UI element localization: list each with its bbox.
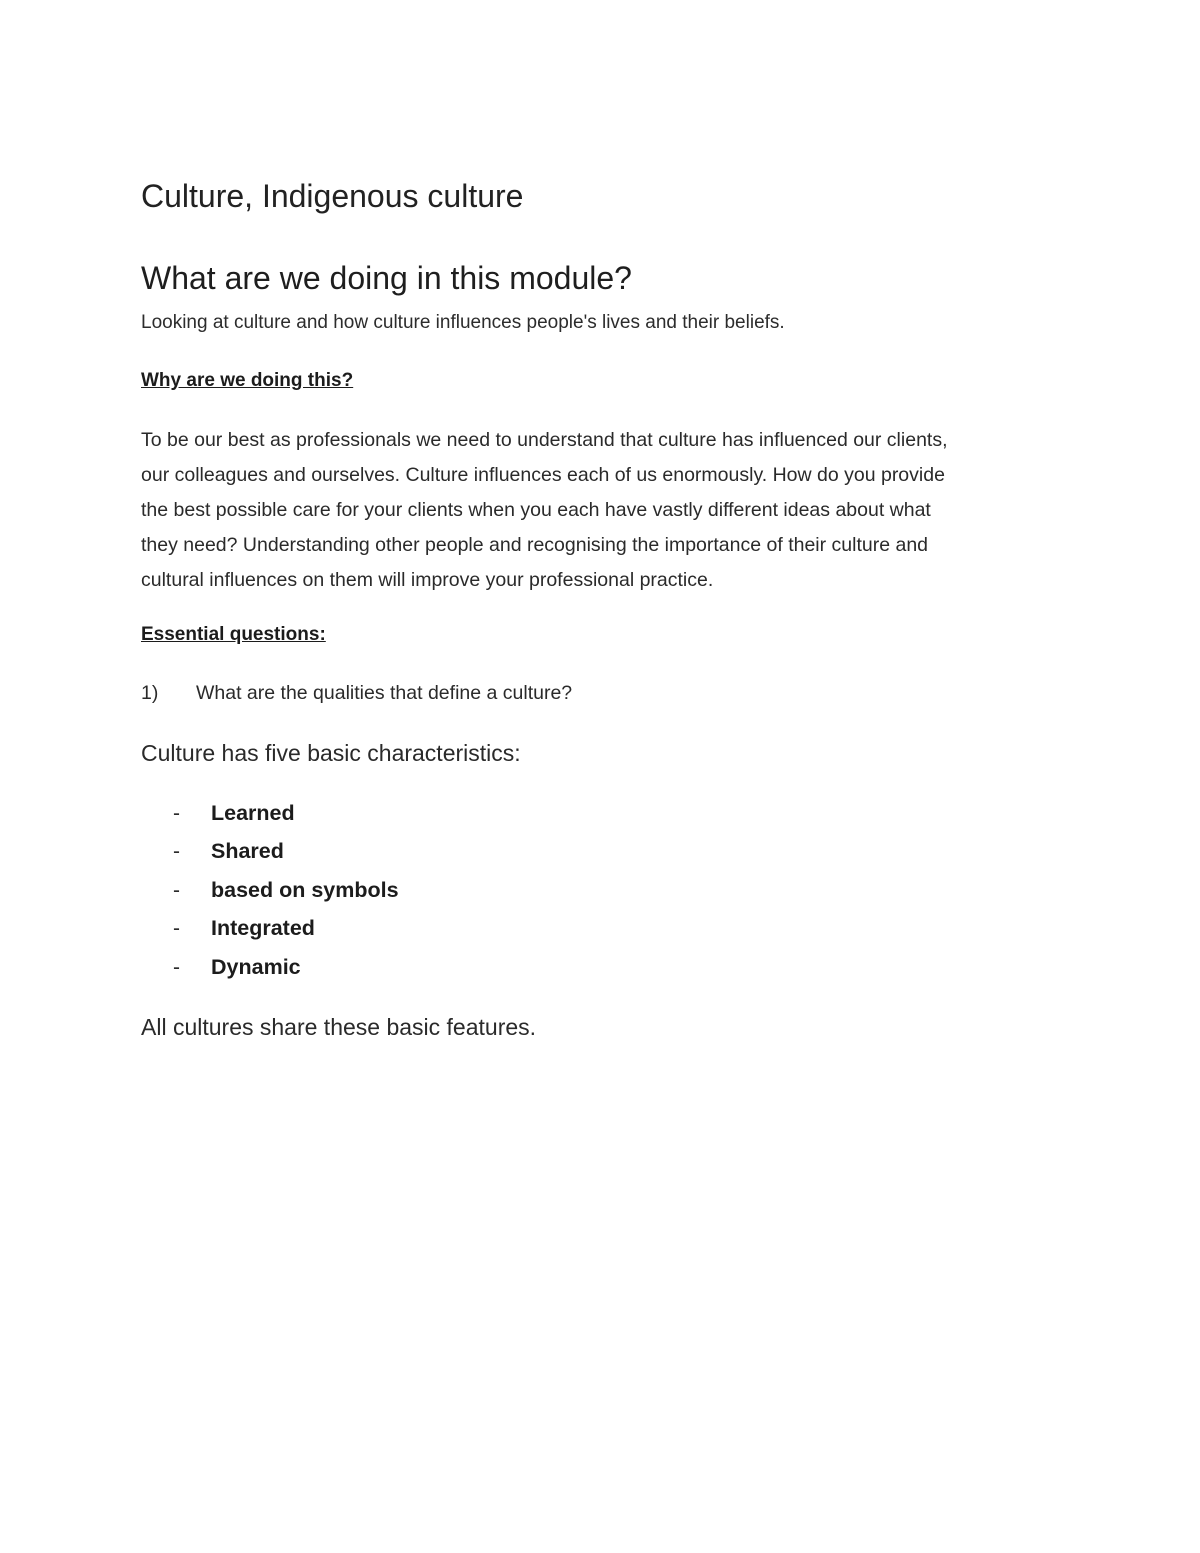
list-item (173, 915, 399, 953)
paragraph-line: our colleagues and ourselves. Culture influences each of us enormously. How do you provide (141, 464, 945, 486)
list-dash: - (173, 955, 180, 979)
closing-text: All cultures share these basic features. (141, 1014, 537, 1040)
question-text: What are the qualities that define a culture? (196, 682, 573, 704)
why-paragraph (141, 423, 1061, 598)
characteristic-label: Integrated (211, 916, 315, 941)
characteristic-label: Shared (211, 839, 284, 864)
list-dash: - (173, 878, 180, 902)
characteristic-label: Learned (211, 801, 295, 825)
characteristic-label: Dynamic (211, 954, 301, 979)
list-dash: - (173, 802, 180, 825)
essential-questions-heading: Essential questions: (141, 624, 326, 645)
list-dash: - (173, 917, 180, 941)
paragraph-line: cultural influences on them will improve your professional practice. (141, 569, 714, 591)
list-item (173, 877, 399, 915)
question-number: 1) (141, 682, 159, 704)
module-subtitle: What are we doing in this module? (141, 260, 632, 296)
intro-text: Looking at culture and how culture influences people's lives and their beliefs. (141, 312, 785, 333)
list-item (173, 838, 399, 876)
paragraph-line: they need? Understanding other people and recognising the importance of their culture and (141, 534, 929, 556)
why-heading: Why are we doing this? (141, 370, 354, 391)
document-title: Culture, Indigenous culture (141, 178, 524, 214)
characteristic-label: based on symbols (211, 877, 399, 902)
paragraph-line: To be our best as professionals we need to understand that culture has influenced our clients, (141, 429, 948, 451)
characteristics-list (173, 800, 399, 992)
characteristics-intro: Culture has five basic characteristics: (141, 740, 521, 766)
paragraph-line: the best possible care for your clients when you each have vastly different ideas about what (141, 499, 931, 521)
list-item (173, 800, 399, 838)
list-item (173, 954, 399, 992)
list-dash: - (173, 840, 180, 864)
